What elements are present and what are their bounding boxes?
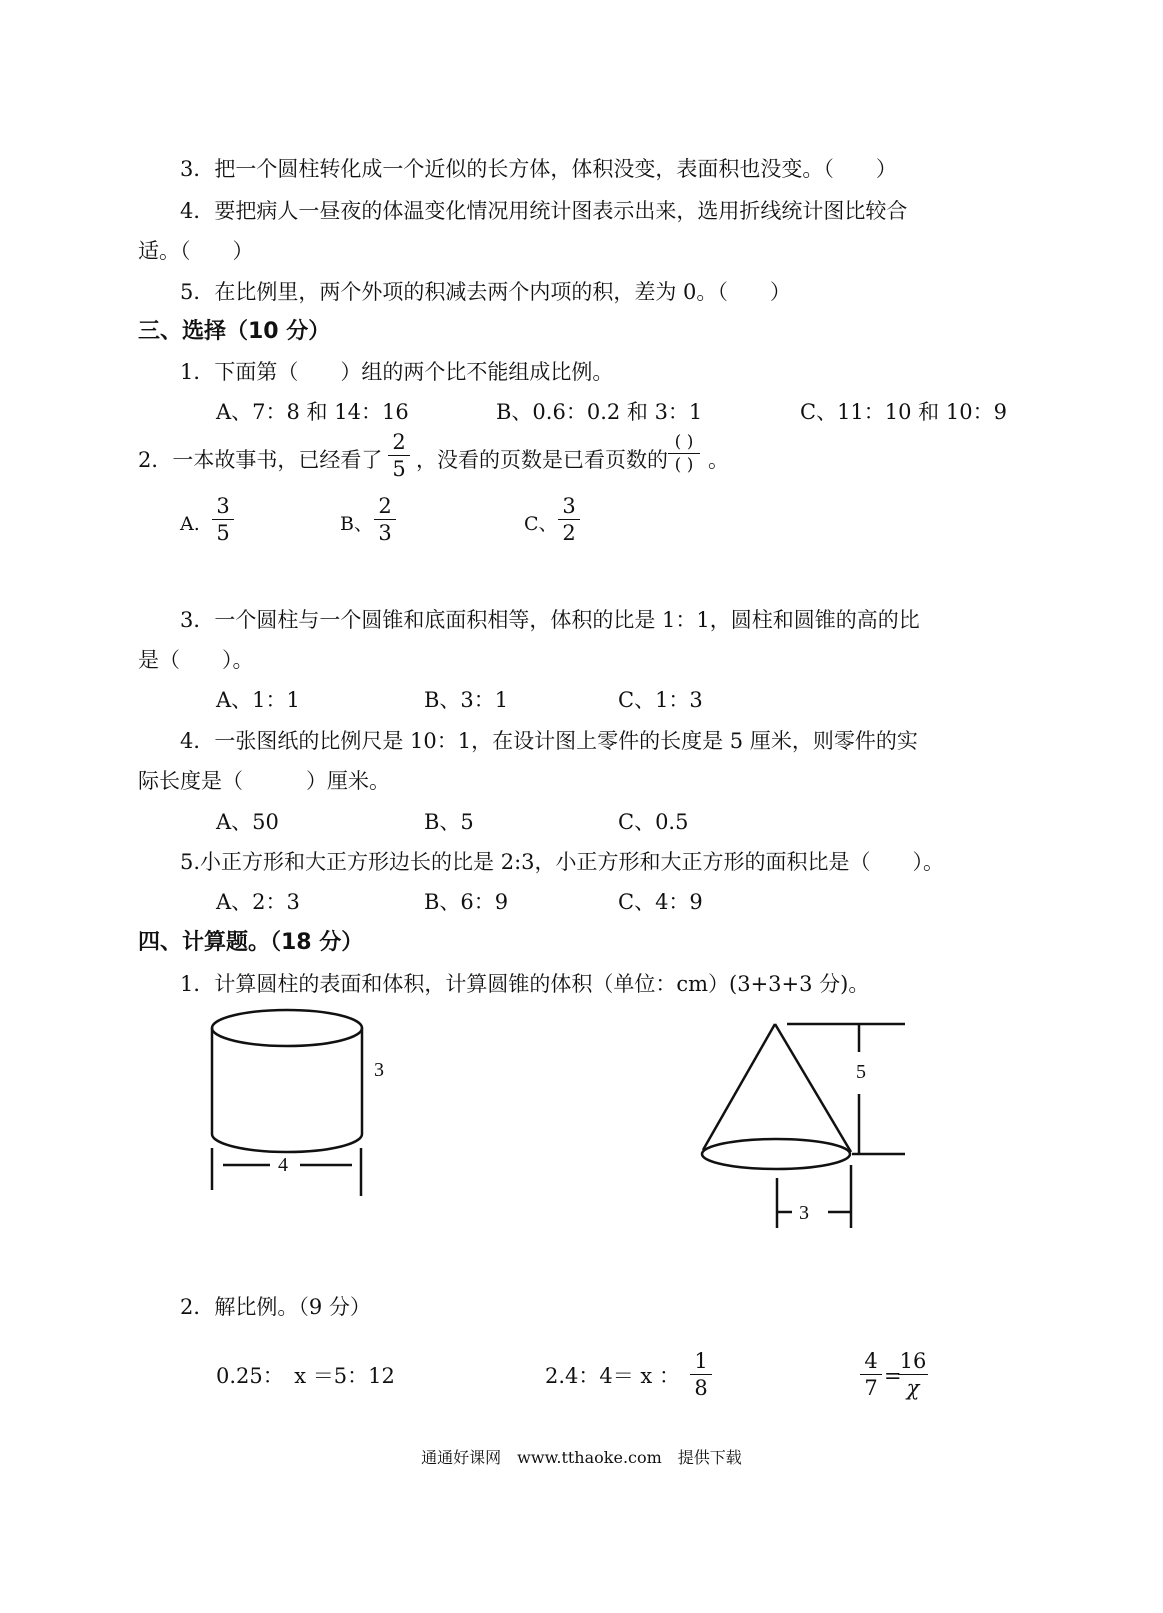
judge-question-3: 3．把一个圆柱转化成一个近似的长方体，体积没变，表面积也没变。（ ） xyxy=(180,157,897,181)
fraction-numerator: 3 xyxy=(562,494,576,518)
fraction-numerator: 16 xyxy=(899,1349,927,1373)
choice-q1-option-a: A、7：8 和 14：16 xyxy=(216,400,409,424)
judge-question-4-line1: 4．要把病人一昼夜的体温变化情况用统计图表示出来，选用折线统计图比较合 xyxy=(180,199,908,223)
fraction-denominator: 3 xyxy=(378,521,392,545)
fraction-bar xyxy=(860,1374,882,1375)
choice-question-3-line1: 3．一个圆柱与一个圆锥和底面积相等，体积的比是 1：1，圆柱和圆锥的高的比 xyxy=(180,608,920,632)
cylinder-diameter-label: 4 xyxy=(278,1154,288,1176)
page-footer: 通通好课网 www.tthaoke.com 提供下载 xyxy=(421,1448,742,1467)
choice-q5-option-b: B、6：9 xyxy=(424,890,509,914)
choice-question-4-line2: 际长度是（ ）厘米。 xyxy=(138,769,390,793)
proportion-equation-3-left-fraction xyxy=(860,1349,882,1400)
blank-denominator: ( ) xyxy=(674,455,694,475)
cone-left-slant xyxy=(703,1024,775,1150)
calc-question-2: 2．解比例。（9 分） xyxy=(180,1295,371,1319)
cylinder-bottom-arc xyxy=(212,1134,362,1152)
fraction-numerator: 2 xyxy=(392,430,406,454)
choice-q4-option-b: B、5 xyxy=(424,810,474,834)
fraction-denominator: 7 xyxy=(864,1376,878,1400)
choice-question-2-suffix: 。 xyxy=(708,448,729,472)
fraction-denominator: 5 xyxy=(392,457,406,481)
cone-radius-label: 3 xyxy=(799,1202,809,1224)
fraction-denominator: 2 xyxy=(562,521,576,545)
calc-question-1: 1．计算圆柱的表面和体积，计算圆锥的体积（单位：cm）(3+3+3 分)。 xyxy=(180,972,870,996)
choice-question-2-prefix: 2．一本故事书，已经看了 xyxy=(138,448,383,472)
choice-q2-option-a-label: A. xyxy=(180,513,200,535)
choice-q4-option-c: C、0.5 xyxy=(618,810,689,834)
choice-question-2-middle: ，没看的页数是已看页数的 xyxy=(416,448,668,472)
proportion-equation-2-prefix: 2.4：4＝ x ： xyxy=(545,1364,680,1388)
fraction-bar xyxy=(690,1374,712,1375)
choice-q3-option-c: C、1：3 xyxy=(618,688,703,712)
choice-q5-option-c: C、4：9 xyxy=(618,890,703,914)
choice-question-5: 5.小正方形和大正方形边长的比是 2:3，小正方形和大正方形的面积比是（ ）。 xyxy=(180,850,945,874)
choice-q2-option-c-label: C、 xyxy=(524,513,558,535)
choice-q3-option-b: B、3：1 xyxy=(424,688,509,712)
fraction-numerator: 1 xyxy=(694,1349,708,1373)
choice-q1-option-b: B、0.6：0.2 和 3：1 xyxy=(496,400,703,424)
choice-q3-option-a: A、1：1 xyxy=(216,688,300,712)
fraction-denominator: χ xyxy=(906,1376,920,1400)
fraction-numerator: 4 xyxy=(864,1349,878,1373)
section4-heading: 四、计算题。（18 分） xyxy=(138,930,364,955)
proportion-equation-3-equals: = xyxy=(884,1364,902,1388)
choice-q1-option-c: C、11：10 和 10：9 xyxy=(800,400,1007,424)
judge-question-5: 5．在比例里，两个外项的积减去两个内项的积，差为 0。（ ） xyxy=(180,280,791,304)
judge-question-4-line2: 适。（ ） xyxy=(138,239,254,263)
cone-right-slant xyxy=(775,1024,851,1152)
cone-base-ellipse xyxy=(702,1139,850,1169)
fraction-numerator: 3 xyxy=(216,494,230,518)
fraction-denominator: 8 xyxy=(694,1376,708,1400)
fraction-denominator: 5 xyxy=(216,521,230,545)
cylinder-top-ellipse xyxy=(212,1010,362,1046)
proportion-equation-3-right-fraction xyxy=(898,1349,928,1400)
cone-height-label: 5 xyxy=(856,1061,866,1083)
choice-q4-option-a: A、50 xyxy=(216,810,279,834)
cone-figure xyxy=(702,1024,905,1228)
proportion-equation-2-fraction xyxy=(690,1349,712,1400)
choice-q2-option-b-label: B、 xyxy=(340,513,373,535)
choice-question-3-line2: 是（ ）。 xyxy=(138,648,254,672)
choice-q5-option-a: A、2：3 xyxy=(216,890,300,914)
proportion-equation-1: 0.25： x ＝5：12 xyxy=(216,1364,395,1388)
choice-question-4-line1: 4．一张图纸的比例尺是 10：1，在设计图上零件的长度是 5 厘米，则零件的实 xyxy=(180,729,918,753)
section3-heading: 三、选择（10 分） xyxy=(138,319,331,344)
blank-numerator: ( ) xyxy=(674,432,694,452)
fraction-numerator: 2 xyxy=(378,494,392,518)
cylinder-height-label: 3 xyxy=(374,1059,384,1081)
fraction-bar xyxy=(898,1374,928,1375)
choice-question-1: 1．下面第（ ）组的两个比不能组成比例。 xyxy=(180,360,614,384)
